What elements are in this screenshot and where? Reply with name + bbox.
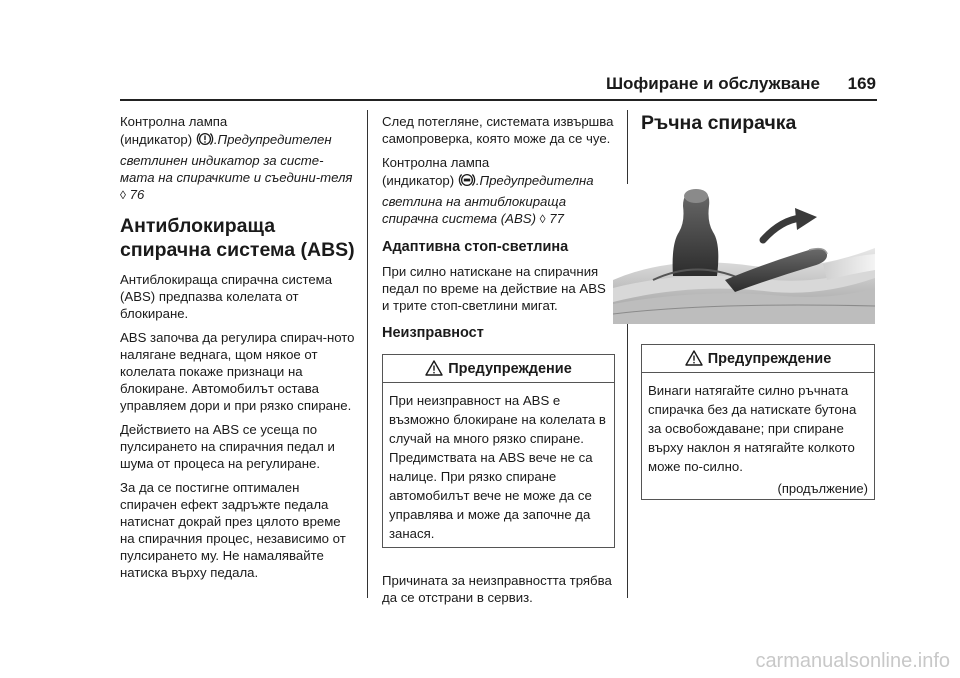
warning-triangle-icon [685, 350, 703, 366]
page-number: 169 [847, 74, 876, 93]
warning-title: Предупреждение [448, 361, 572, 377]
continued-label: (продължение) [777, 481, 868, 496]
column-1 [120, 113, 356, 588]
lamp-label: Контролна лампа [120, 114, 228, 129]
column-3-lower [641, 344, 875, 500]
warning-header [642, 345, 874, 373]
column-3 [641, 113, 875, 144]
column-divider-1 [367, 110, 368, 598]
self-check-paragraph: След потегляне, системата извършва самопроверка, която може да се чуе. [382, 114, 614, 146]
handbrake-warning-box [641, 344, 875, 500]
xref-arrow-icon: ◊ [539, 212, 546, 226]
warning-header [383, 355, 614, 383]
warning-triangle-icon [425, 360, 443, 376]
abs-warning-icon [458, 171, 476, 193]
header-rule [120, 99, 877, 101]
abs-warning-box [382, 354, 615, 548]
abs-paragraph-1: Антиблокираща спирачна система (ABS) предпазва колелата от блокиране. [120, 272, 333, 321]
column-2 [382, 113, 615, 613]
fault-service-text: Причината за неизправността трябва да се отстрани в сервиз. [382, 573, 612, 605]
fault-heading: Неизправност [382, 325, 484, 341]
abs-lamp-prefix: (индикатор) [382, 173, 455, 188]
warning-title: Предупреждение [707, 351, 832, 367]
handbrake-heading: Ръчна спирачка [641, 112, 797, 134]
lamp-cross-reference: .Предупредителен светлинен индикатор за систе-мата на спирачките и съедини-теля [120, 132, 353, 185]
abs-heading: Антиблокираща спирачна система (ABS) [120, 215, 355, 261]
warning-text: При неизправност на ABS е възможно блокиране на колелата в случай на много рязко спиране. Предимствата на ABS вече не са налице. При рязко спиране автомобилът вече не може да се управлява и може да започне да занася. [389, 393, 606, 541]
abs-lamp-label: Контролна лампа [382, 155, 490, 170]
abs-paragraph-3: Действието на ABS се усеща по пулсирането на спирачния педал и шума от процеса на регулиране. [120, 422, 335, 471]
brake-warning-icon [196, 130, 214, 152]
handbrake-lever-illustration [613, 184, 875, 324]
lamp-prefix: (индикатор) [120, 132, 193, 147]
adaptive-brake-light-heading: Адаптивна стоп-светлина [382, 239, 569, 255]
abs-paragraph-4: За да се постигне оптимален спирачен ефект задръжте педала натиснат докрай през цялото време на спирачния процес, независимо от пулсирането му. Не намалявайте натиска върху педала. [120, 480, 346, 580]
abs-paragraph-2: ABS започва да регулира спирач-ното налягане веднага, щом някое от колелата покаже признаци на блокиране. Автомобилът остава управляем дори и при рязко спиране. [120, 330, 355, 413]
warning-text: Винаги натягайте силно ръчната спирачка без да натискате бутона за освобождаване; при спиране върху наклон я натягайте колкото може по-силно. [648, 383, 857, 474]
watermark: carmanualsonline.info [755, 650, 950, 672]
abs-lamp-cross-reference: .Предупредителна светлина на антиблокираща спирачна система (ABS) [382, 173, 594, 226]
adaptive-brake-light-text: При силно натискане на спирачния педал по време на действие на ABS и трите стоп-светлини мигат. [382, 264, 606, 313]
abs-lamp-ref-page[interactable]: 77 [549, 211, 564, 226]
lamp-ref-page[interactable]: 76 [129, 187, 145, 202]
running-header-title: Шофиране и обслужване [605, 74, 820, 93]
xref-arrow-icon: ◊ [120, 188, 126, 202]
